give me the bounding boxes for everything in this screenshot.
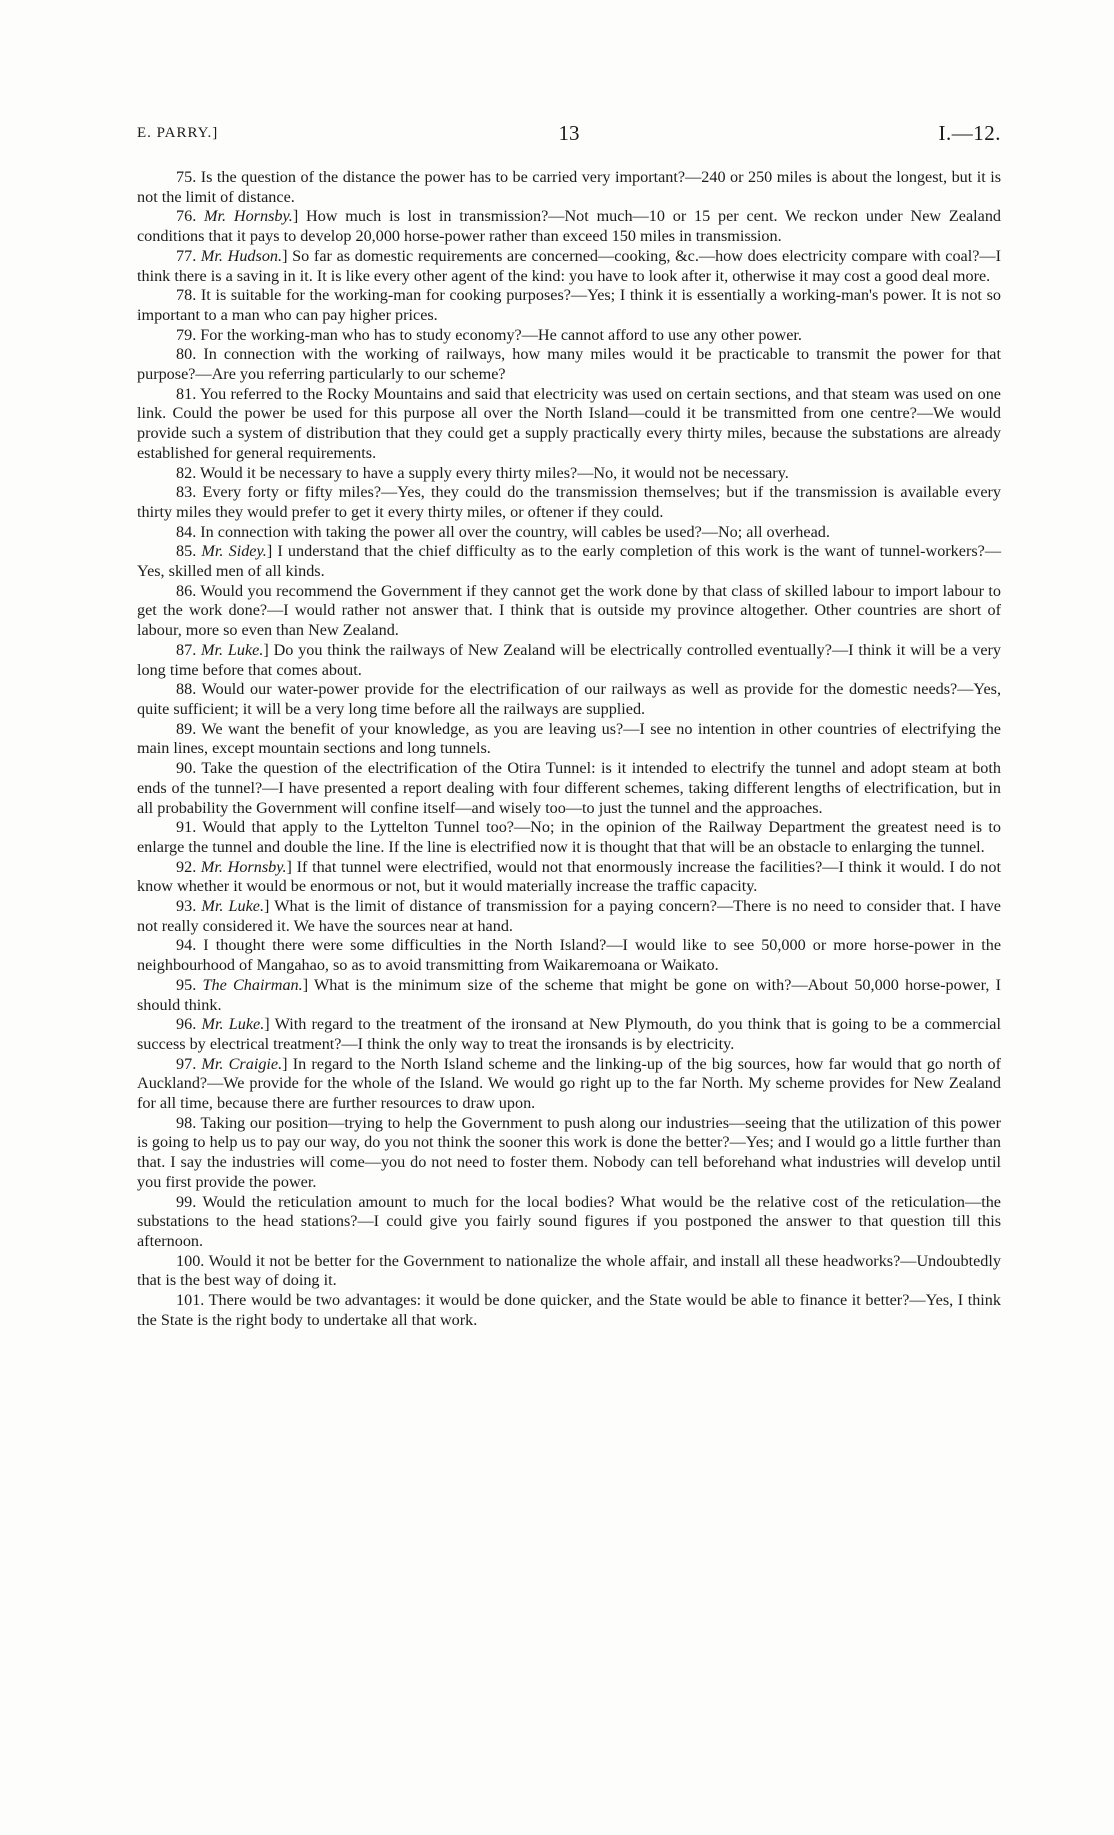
question-paragraph bbox=[137, 168, 1001, 207]
question-number: 96. bbox=[176, 1015, 197, 1034]
question-paragraph bbox=[137, 1114, 1001, 1193]
question-paragraph: 97. Mr. Craigie.] In regard to the North Island scheme and the linking-up of the big sources, how far would that go north of Auckland?—We provide for the whole of the Island. We would go right up to the far North. My scheme provides for New Zealand for all time, because there are further resources to draw upon. bbox=[137, 1054, 1002, 1113]
question-paragraph bbox=[137, 345, 1001, 384]
question-number: 82. bbox=[176, 463, 197, 482]
question-answer-text: Would that apply to the Lyttelton Tunnel too?—No; in the opinion of the Railway Department the greatest need is to enlarge the tunnel and double the line. If the line is electrified now it is thought that that will be an obstacle to enlarging the tunnel. bbox=[137, 818, 1002, 856]
question-paragraph bbox=[137, 326, 1001, 346]
question-number: 75. bbox=[176, 168, 197, 186]
question-number: 88. bbox=[176, 680, 197, 699]
question-paragraph bbox=[137, 1193, 1001, 1252]
question-paragraph: 77. Mr. Hudson.] So far as domestic requirements are concerned—cooking, &c.—how does electricity compare with coal?—I think there is a saving in it. It is like every other agent of the kind: you have to look after it, otherwise it may cost a good deal more. bbox=[137, 246, 1002, 285]
question-paragraph bbox=[137, 582, 1001, 641]
question-number: 81. bbox=[176, 384, 197, 403]
question-answer-text: It is suitable for the working-man for cooking purposes?—Yes; I think it is essentially a working-man's power. It is not so important to a man who can pay higher prices. bbox=[137, 286, 1001, 324]
question-answer-text: Do you think the railways of New Zealand will be electrically controlled eventually?—I think it will be a very long time before that comes about. bbox=[137, 640, 1002, 679]
question-paragraph bbox=[137, 1252, 1001, 1291]
question-answer-text: We want the benefit of your knowledge, as you are leaving us?—I see no intention in other countries of electrifying the main lines, except mountain sections and long tunnels. bbox=[137, 719, 1001, 758]
question-answer-text: Would the reticulation amount to much for the local bodies? What would be the relative cost of the reticulation—the substations to the head stations?—I could give you fairly sound figures if you postponed the answer to that question till this afternoon. bbox=[137, 1192, 1001, 1250]
question-answer-text: Would it be necessary to have a supply every thirty miles?—No, it would not be necessary. bbox=[200, 463, 789, 482]
speaker-name: Mr. Sidey. bbox=[201, 542, 267, 561]
question-number: 78. bbox=[176, 286, 197, 305]
question-answer-text: Every forty or fifty miles?—Yes, they could do the transmission themselves; but if the transmission is available every thirty miles they would prefer to get it every thirty miles, or oftener if they could. bbox=[137, 483, 1001, 521]
question-answer-text: There would be two advantages: it would be done quicker, and the State would be able to finance it better?—Yes, I think the State is the right body to undertake all that work. bbox=[137, 1291, 1001, 1329]
evidence-text bbox=[137, 168, 1001, 1330]
question-answer-text: How much is lost in transmission?—Not much—10 or 15 per cent. We reckon under New Zealand conditions that it pays to develop 20,000 horse-power rather than exceed 150 miles in transmission. bbox=[137, 207, 1002, 246]
question-answer-text: For the working-man who has to study economy?—He cannot afford to use any other power. bbox=[200, 325, 802, 344]
question-answer-text: If that tunnel were electrified, would not that enormously increase the facilities?—I think it would. I do not know whether it would be enormous or not, but it would materially increase the traffic capacity. bbox=[137, 857, 1001, 896]
question-paragraph bbox=[137, 483, 1001, 522]
question-number: 97. bbox=[176, 1054, 197, 1073]
question-paragraph: 95. The Chairman.] What is the minimum size of the scheme that might be gone on with?—About 50,000 horse-power, I should think. bbox=[137, 975, 1001, 1014]
question-paragraph bbox=[137, 680, 1001, 719]
question-number: 85. bbox=[176, 542, 197, 561]
question-answer-text: I understand that the chief difficulty as to the early completion of this work is the want of tunnel-workers?—Yes, skilled men of all kinds. bbox=[137, 542, 1002, 581]
question-answer-text: What is the minimum size of the scheme that might be gone on with?—About 50,000 horse-power, I should think. bbox=[137, 975, 1001, 1014]
question-answer-text: You referred to the Rocky Mountains and said that electricity was used on certain sections, and that steam was used on one link. Could the power be used for this purpose all over the North Island—could it be transmitted from one centre?—We would provide such a system of distribution that they could get a supply practically every thirty miles, because the substations are already established for general requirements. bbox=[137, 384, 1001, 462]
question-paragraph bbox=[137, 759, 1001, 818]
question-number: 99. bbox=[176, 1192, 197, 1211]
question-number: 86. bbox=[176, 581, 197, 600]
question-paragraph: 87. Mr. Luke.] Do you think the railways of New Zealand will be electrically controlled eventually?—I think it will be a very long time before that comes about. bbox=[137, 640, 1002, 679]
document-reference: I.—12. bbox=[938, 121, 1001, 145]
question-number: 100. bbox=[176, 1251, 205, 1270]
question-answer-text: So far as domestic requirements are concerned—cooking, &c.—how does electricity compare with coal?—I think there is a saving in it. It is like every other agent of the kind: you have to look after it, otherwise it may cost a good deal more. bbox=[137, 246, 1002, 285]
question-paragraph: 96. Mr. Luke.] With regard to the treatment of the ironsand at New Plymouth, do you think that is going to be a commercial success by electrical treatment?—I think the only way to treat the ironsands is by electricity. bbox=[137, 1015, 1001, 1053]
speaker-name: Mr. Craigie. bbox=[201, 1054, 283, 1073]
question-paragraph bbox=[137, 818, 1001, 857]
speaker-name: The Chairman. bbox=[202, 975, 303, 994]
question-answer-text: What is the limit of distance of transmission for a paying concern?—There is no need to consider that. I have not really considered it. We have the sources near at hand. bbox=[137, 897, 1001, 935]
question-answer-text: Would our water-power provide for the electrification of our railways as well as provide for the domestic needs?—Yes, quite sufficient; it will be a very long time before all the railways are supplied. bbox=[137, 680, 1001, 718]
question-paragraph bbox=[137, 1291, 1001, 1330]
question-number: 101. bbox=[176, 1291, 205, 1310]
speaker-name: Mr. Hudson. bbox=[200, 246, 283, 265]
question-number: 80. bbox=[176, 345, 197, 364]
question-number: 76. bbox=[176, 207, 197, 226]
question-paragraph: 93. Mr. Luke.] What is the limit of distance of transmission for a paying concern?—There is no need to consider that. I have not really considered it. We have the sources near at hand. bbox=[137, 897, 1001, 935]
question-paragraph bbox=[137, 936, 1001, 975]
question-answer-text: Would you recommend the Government if they cannot get the work done by that class of skilled labour to import labour to get the work done?—I would rather not answer that. I think that is outside my province altogether. Other countries are short of labour, more so even than New Zealand. bbox=[137, 581, 1001, 640]
question-paragraph bbox=[137, 464, 1001, 484]
speaker-name: Mr. Luke. bbox=[201, 640, 264, 659]
question-answer-text: In connection with taking the power all over the country, will cables be used?—No; all overhead. bbox=[200, 522, 830, 541]
question-paragraph bbox=[137, 523, 1001, 543]
question-number: 83. bbox=[176, 483, 197, 502]
question-number: 90. bbox=[176, 759, 197, 778]
question-answer-text: Would it not be better for the Government to nationalize the whole affair, and install all these headworks?—Undoubtedly that is the best way of doing it. bbox=[137, 1251, 1001, 1290]
question-paragraph bbox=[137, 385, 1001, 464]
question-answer-text: In regard to the North Island scheme and the linking-up of the big sources, how far would that go north of Auckland?—We provide for the whole of the Island. We would go right up to the far North. My scheme provides for New Zealand for all time, because there are further resources to draw upon. bbox=[137, 1054, 1002, 1113]
speaker-name: Mr. Luke. bbox=[201, 1015, 265, 1034]
speaker-name: Mr. Luke. bbox=[201, 897, 264, 916]
question-number: 93. bbox=[176, 897, 197, 916]
question-paragraph: 76. Mr. Hornsby.] How much is lost in transmission?—Not much—10 or 15 per cent. We reckon under New Zealand conditions that it pays to develop 20,000 horse-power rather than exceed 150 miles in transmission. bbox=[137, 207, 1002, 246]
question-paragraph bbox=[137, 286, 1001, 325]
question-number: 94. bbox=[176, 936, 197, 955]
question-answer-text: In connection with the working of railways, how many miles would it be practicable to transmit the power for that purpose?—Are you referring particularly to our scheme? bbox=[137, 345, 1001, 384]
question-number: 84. bbox=[176, 522, 197, 541]
page-number: 13 bbox=[558, 121, 580, 145]
speaker-name: Mr. Hornsby. bbox=[200, 857, 287, 876]
question-number: 79. bbox=[176, 325, 197, 344]
question-paragraph bbox=[137, 720, 1001, 759]
question-number: 95. bbox=[176, 975, 197, 994]
page-header bbox=[137, 121, 1001, 151]
question-number: 77. bbox=[176, 246, 197, 265]
question-number: 87. bbox=[176, 640, 197, 659]
question-number: 98. bbox=[176, 1113, 197, 1132]
question-answer-text: Take the question of the electrification of the Otira Tunnel: is it intended to electrify the tunnel and adopt steam at both ends of the tunnel?—I have presented a report dealing with four different schemes, taking different lengths of electrification, but in all probability the Government will confine itself—and wisely too—to just the tunnel and the approaches. bbox=[137, 759, 1001, 817]
question-paragraph: 92. Mr. Hornsby.] If that tunnel were electrified, would not that enormously increase the facilities?—I think it would. I do not know whether it would be enormous or not, but it would materially increase the traffic capacity. bbox=[137, 857, 1001, 896]
question-number: 89. bbox=[176, 719, 197, 738]
question-number: 91. bbox=[176, 818, 197, 837]
question-answer-text: With regard to the treatment of the ironsand at New Plymouth, do you think that is going to be a commercial success by electrical treatment?—I think the only way to treat the ironsands is by electricity. bbox=[137, 1015, 1001, 1053]
speaker-name: Mr. Hornsby. bbox=[204, 207, 293, 226]
question-answer-text: Taking our position—trying to help the Government to push along our industries—seeing that the utilization of this power is going to help us to pay our way, do you not think the sooner this work is done the better?—Yes; and I would go a little further than that. I say the industries will come—you do not need to foster them. Nobody can tell beforehand what industries will develop until you first provide the power. bbox=[137, 1113, 1001, 1191]
question-paragraph: 85. Mr. Sidey.] I understand that the chief difficulty as to the early completion of this work is the want of tunnel-workers?—Yes, skilled men of all kinds. bbox=[137, 542, 1002, 581]
header-witness-name: E. PARRY.] bbox=[137, 125, 219, 141]
question-answer-text: I thought there were some difficulties in the North Island?—I would like to see 50,000 or more horse-power in the neighbourhood of Mangahao, so as to avoid transmitting from Waikaremoana or Waikato. bbox=[137, 936, 1001, 975]
question-number: 92. bbox=[176, 857, 197, 876]
question-answer-text: Is the question of the distance the power has to be carried very important?—240 or 250 miles is about the longest, but it is not the limit of distance. bbox=[137, 168, 1002, 206]
